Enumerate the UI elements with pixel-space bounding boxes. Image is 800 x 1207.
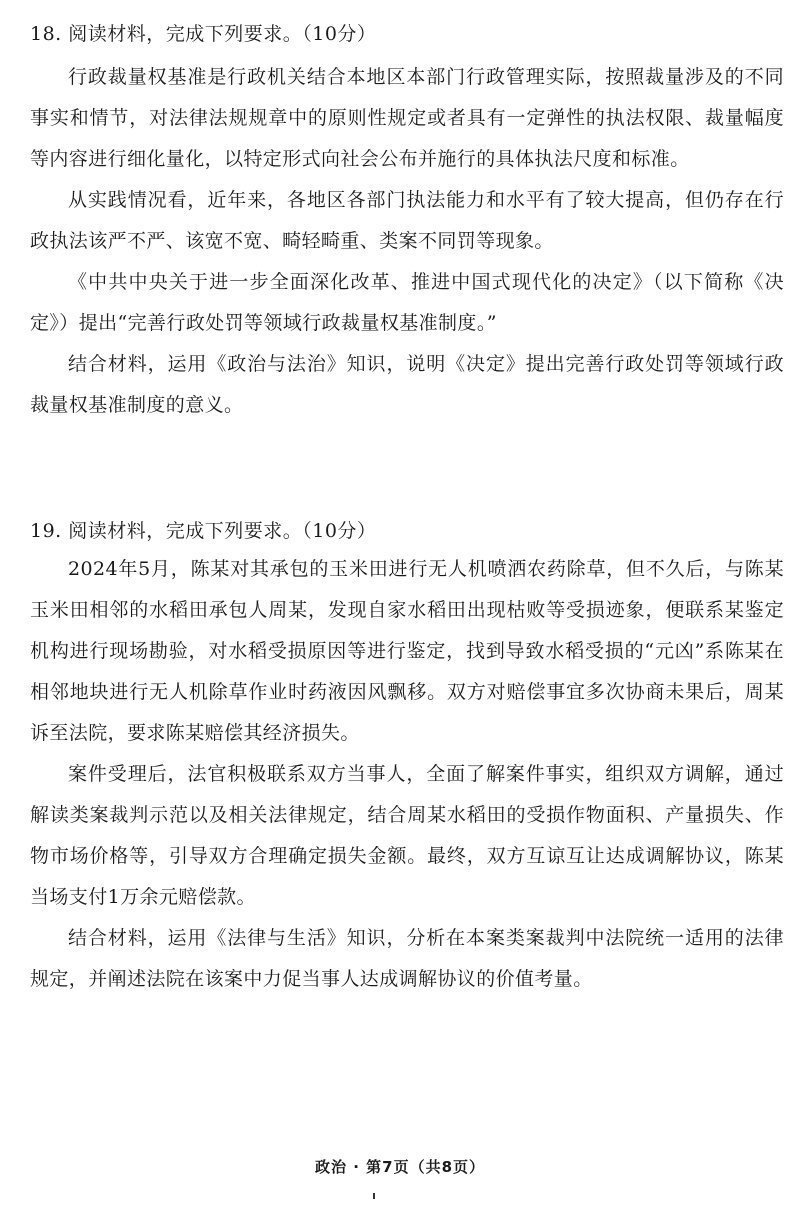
q19-paragraph-1: 2024年5月，陈某对其承包的玉米田进行无人机喷洒农药除草，但不久后，与陈某玉米田相邻的水稻田承包人周某，发现自家水稻田出现枯败等受损迹象，便联系某鉴定机构进行现场勘验，对水稻受损原因等进行鉴定，找到导致水稻受损的“元凶”系陈某在相邻地块进行无人机除草作业时药液因风飘移。双方对赔偿事宜多次协商未果后，周某诉至法院，要求陈某赔偿其经济损失。 xyxy=(30,558,784,744)
question-18-title: 18. 阅读材料，完成下列要求。（10分） xyxy=(30,23,377,45)
question-19-title: 19. 阅读材料，完成下列要求。（10分） xyxy=(30,520,377,542)
q18-paragraph-1: 行政裁量权基准是行政机关结合本地区本部门行政管理实际，按照裁量涉及的不同事实和情节，对法律法规规章中的原则性规定或者具有一定弹性的执法权限、裁量幅度等内容进行细化量化，以特定形式向社会公布并施行的具体执法尺度和标准。 xyxy=(30,66,784,170)
binding-mark xyxy=(373,1193,375,1199)
page-footer: 政治 · 第7页（共8页） xyxy=(314,1158,486,1176)
q18-paragraph-2: 从实践情况看，近年来，各地区各部门执法能力和水平有了较大提高，但仍存在行政执法该严不严、该宽不宽、畸轻畸重、类案不同罚等现象。 xyxy=(30,189,784,252)
q18-question-prompt: 结合材料，运用《政治与法治》知识，说明《决定》提出完善行政处罚等领域行政裁量权基准制度的意义。 xyxy=(30,353,784,416)
q19-paragraph-2: 案件受理后，法官积极联系双方当事人，全面了解案件事实，组织双方调解，通过解读类案裁判示范以及相关法律规定，结合周某水稻田的受损作物面积、产量损失、作物市场价格等，引导双方合理确定损失金额。最终，双方互谅互让达成调解协议，陈某当场支付1万余元赔偿款。 xyxy=(30,763,784,908)
q19-question-prompt: 结合材料，运用《法律与生活》知识，分析在本案类案裁判中法院统一适用的法律规定，并阐述法院在该案中力促当事人达成调解协议的价值考量。 xyxy=(30,927,784,990)
q18-paragraph-3: 《中共中央关于进一步全面深化改革、推进中国式现代化的决定》（以下简称《决定》）提出“完善行政处罚等领域行政裁量权基准制度。” xyxy=(30,271,784,334)
